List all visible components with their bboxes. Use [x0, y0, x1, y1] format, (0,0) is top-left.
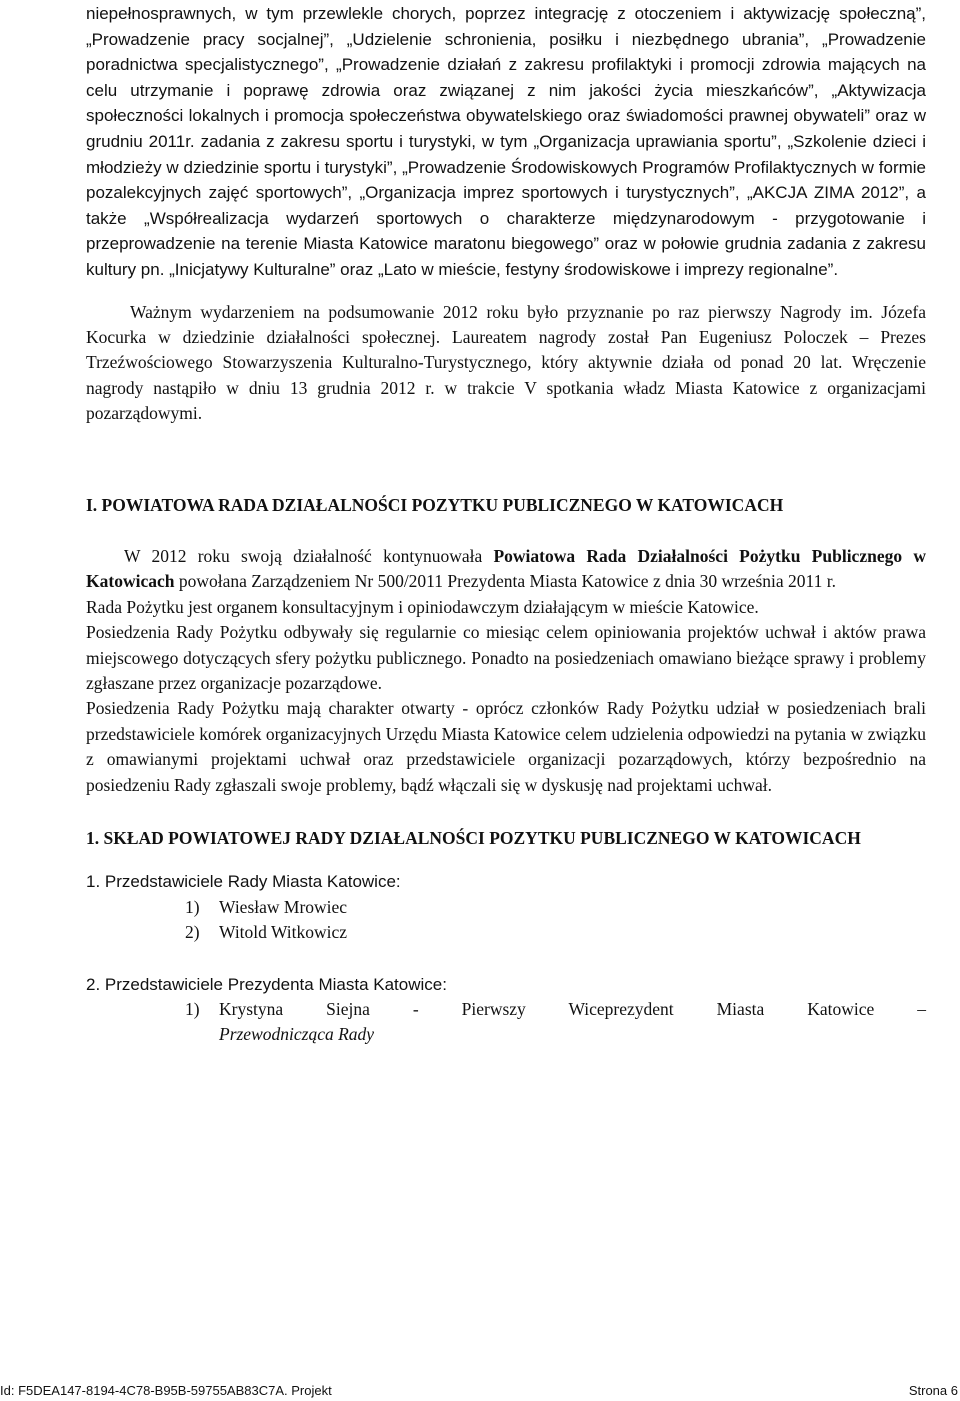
member-role: Przewodnicząca Rady — [219, 1024, 375, 1045]
council-name: Powiatowa Rada Działalności Pożytku Publicznego w Katowicach — [86, 545, 926, 592]
section-heading-composition: 1. SKŁAD POWIATOWEJ RADY DZIAŁALNOŚCI POZYTKU PUBLICZNEGO W KATOWICACH — [86, 828, 861, 849]
council-paragraph-open: Posiedzenia Rady Pożytku mają charakter otwarty - oprócz członków Rady Pożytku udział w posiedzeniach brali przedstawiciele komórek organizacyjnych Urzędu Miasta Katowice celem udzielenia odpowiedzi na pytania w związku z omawianymi projektami uchwał oraz przedstawiciele organizacji pozarządowych, którzy bezpośrednio na posiedzeniu Rady zgłaszali swoje problemy, bądź włączali się w dyskusję nad projektami uchwał. — [86, 698, 926, 795]
award-paragraph: Ważnym wydarzeniem na podsumowanie 2012 roku było przyznanie po raz pierwszy Nagrody im. Józefa Kocurka w dziedzinie działalności społecznej. Laureatem nagrody został Pan Eugeniusz Poloczek – Prezes Trzeźwościowego Stowarzyszenia Kulturalno-Turystycznego, który aktywnie działa od ponad 20 lat. Wręczenie nagrody nastąpiło w dniu 13 grudnia 2012 r. w trakcie V spotkania władz Miasta Katowice z organizacjami pozarządowymi. — [86, 301, 926, 424]
council-intro-text: W 2012 roku swoją działalność kontynuowała — [124, 545, 494, 566]
member-list-city-council — [86, 895, 926, 946]
member-list-mayor — [86, 997, 926, 1048]
document-page — [86, 0, 926, 1048]
list-item-number: 2) — [185, 922, 200, 943]
page-number: Strona 6 — [908, 1382, 958, 1398]
list-item — [185, 997, 926, 1048]
group-title-mayor: 2. Przedstawiciele Prezydenta Miasta Katowice: — [86, 974, 447, 994]
member-entry — [219, 997, 926, 1048]
council-intro-rest: powołana Zarządzeniem Nr 500/2011 Prezydenta Miasta Katowice z dnia 30 września 2011 r. — [174, 571, 836, 592]
group-title-city-council: 1. Przedstawiciele Rady Miasta Katowice: — [86, 872, 401, 892]
page-footer — [0, 1379, 960, 1401]
intro-paragraph: niepełnosprawnych, w tym przewlekle chorych, poprzez integrację z otoczeniem i aktywizację społeczną”, „Prowadzenie pracy socjalnej”, „Udzielenie schronienia, posiłku i niezbędnego ubrania”, „Prowadzenie poradnictwa specjalistycznego”, „Prowadzenie działań z zakresu profilaktyki i promocji zdrowia mających na celu utrzymanie i poprawę zdrowia oraz związanej z nim jakości życia mieszkańców”, „Aktywizacja społeczności lokalnych i promocja społeczeństwa obywatelskiego oraz świadomości prawnej obywateli” oraz w grudniu 2011r. zadania z zakresu sportu i turystyki, w tym „Organizacja uprawiania sportu”, „Szkolenie dzieci i młodzieży w dziedzinie sportu i turystyki”, „Prowadzenie Środowiskowych Programów Profilaktycznych w formie pozalekcyjnych zajęć sportowych”, „Organizacja imprez sportowych i turystycznych”, „AKCJA ZIMA 2012”, a także „Współrealizacja wydarzeń sportowych o charakterze międzynarodowym - przygotowanie i przeprowadzenie na terenie Miasta Katowice maratonu biegowego” oraz w połowie grudnia zadania z zakresu kultury pn. „Inicjatywy Kulturalne” oraz „Lato w mieście, festyny środowiskowe i imprezy regionalne”. — [86, 4, 926, 279]
member-name: Wiesław Mrowiec — [219, 896, 348, 917]
list-item — [185, 895, 926, 920]
member-name: Krystyna Siejna - Pierwszy Wiceprezydent Miasta Katowice – — [219, 999, 926, 1020]
list-item — [185, 920, 926, 945]
section-heading-council: I. POWIATOWA RADA DZIAŁALNOŚCI POZYTKU PUBLICZNEGO W KATOWICACH — [86, 494, 784, 515]
council-paragraph-meetings: Posiedzenia Rady Pożytku odbywały się regularnie co miesiąc celem opiniowania projektów uchwał i aktów prawa miejscowego dotyczących sfery pożytku publicznego. Ponadto na posiedzeniach omawiano bieżące sprawy i problemy zgłaszane przez organizacje pozarządowe. — [86, 622, 926, 693]
member-name: Witold Witkowicz — [219, 922, 348, 943]
document-id: Id: F5DEA147-8194-4C78-B95B-59755AB83C7A. Projekt — [0, 1382, 332, 1398]
list-item-number: 1) — [185, 999, 200, 1020]
council-paragraph-role: Rada Pożytku jest organem konsultacyjnym i opiniodawczym działającym w mieście Katowice. — [86, 596, 759, 617]
council-paragraph-intro — [86, 544, 926, 595]
list-item-number: 1) — [185, 896, 200, 917]
